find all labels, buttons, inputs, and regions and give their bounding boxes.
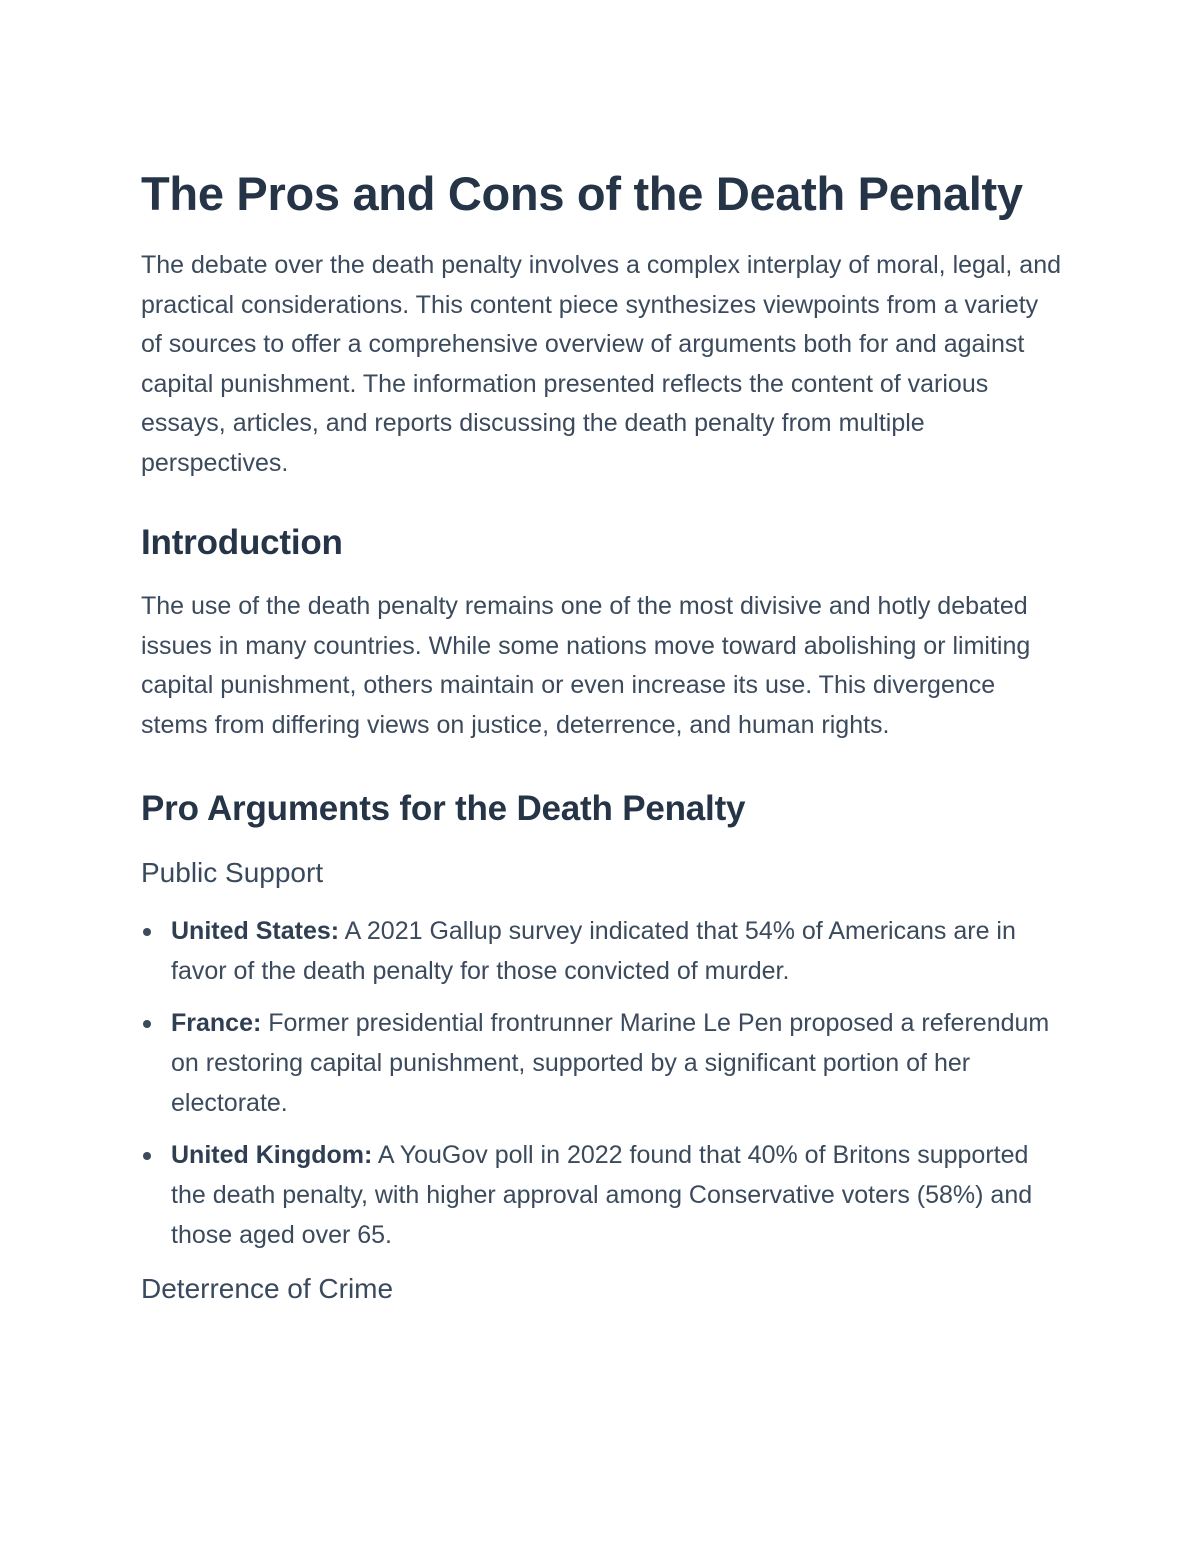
intro-paragraph: The debate over the death penalty involves a complex interplay of moral, legal, and practical considerations. This content piece synthesizes viewpoints from a variety of sources to offer a comprehensive overview of arguments both for and against capital punishment. The information presented reflects the content of various essays, articles, and reports discussing the death penalty from multiple perspectives. [141,251,1061,477]
list-item-label: United States: [171,917,340,945]
public-support-list [141,911,1061,1255]
list-item [141,1135,1061,1255]
pro-arguments-heading: Pro Arguments for the Death Penalty [141,789,746,828]
list-item-label: France: [171,1009,262,1037]
bullet-icon [143,1020,151,1028]
bullet-icon [143,1152,151,1160]
introduction-heading: Introduction [141,523,343,562]
document-page [141,162,1061,1309]
list-item-label: United Kingdom: [171,1141,373,1169]
deterrence-heading: Deterrence of Crime [141,1273,394,1304]
introduction-body: The use of the death penalty remains one of the most divisive and hotly debated issues in many countries. While some nations move toward abolishing or limiting capital punishment, others maintain or even increase its use. This divergence stems from differing views on justice, deterrence, and human rights. [141,592,1031,739]
list-item [141,911,1061,991]
bullet-icon [143,928,151,936]
list-item [141,1003,1061,1123]
list-item-text: A YouGov poll in 2022 found that 40% of Britons supported the death penalty, with higher approval among Conservative voters (58%) and those aged over 65. [171,1141,1033,1249]
document-title: The Pros and Cons of the Death Penalty [141,167,1023,220]
public-support-heading: Public Support [141,857,324,888]
list-item-text: Former presidential frontrunner Marine Le Pen proposed a referendum on restoring capital punishment, supported by a significant portion of her electorate. [171,1009,1050,1117]
list-item-text: A 2021 Gallup survey indicated that 54% of Americans are in favor of the death penalty for those convicted of murder. [171,917,1016,985]
